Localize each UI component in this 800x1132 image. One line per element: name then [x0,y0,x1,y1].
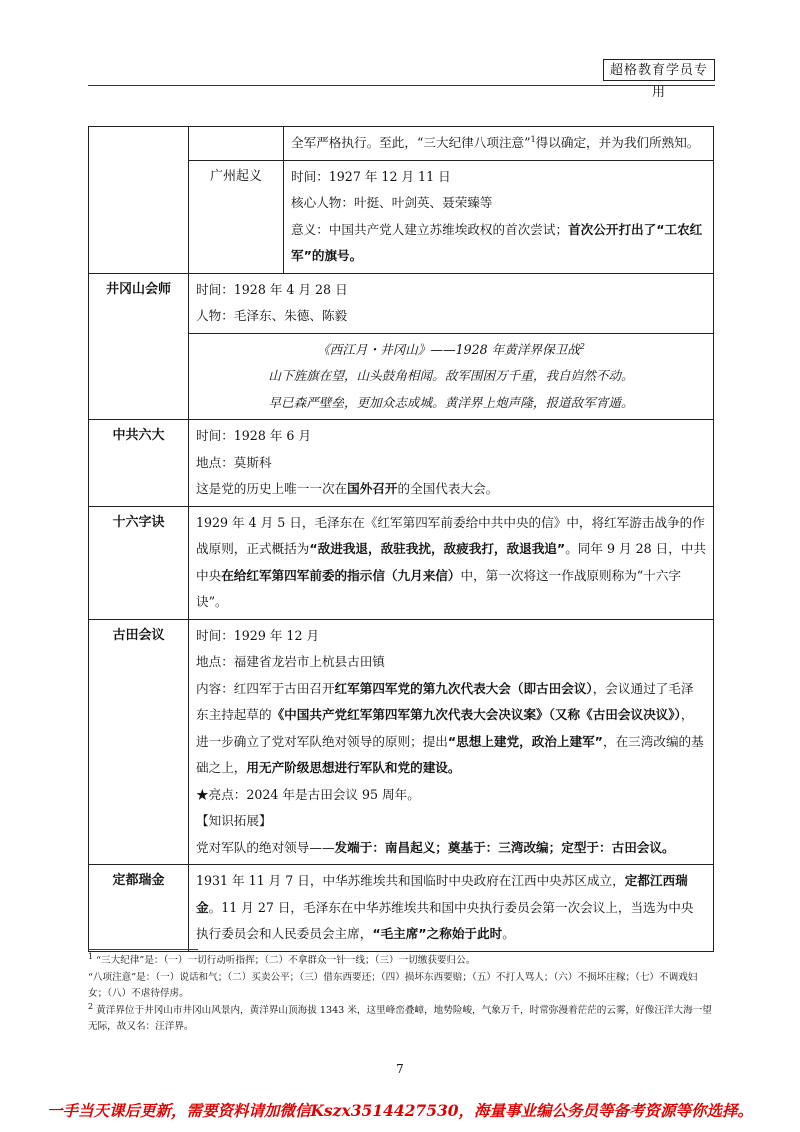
ruijin-text-2: 。11 月 27 日，毛泽东在中华苏维埃共和国中央执行委员会第一次会议上，当选为中央执行委员会和人民委员会主席， [196,899,694,941]
gutian-c3: ，进一步确立了党对军队绝对领导的原则；提出 [196,707,694,749]
gutian-c2-bold: 《中国共产党红军第四军第九次代表大会决议案》（又称《古田会议决议》） [271,707,681,722]
sixteen-text-1: 1929 年 4 月 5 日，毛泽东在《红军第四军前委给中共中央的信》中，将红军游击战争的作战原则，正式概括为 [196,514,705,556]
content-cell [189,506,714,619]
guangzhou-meaning-bold: 首次公开打出了“工农红军”的旗号。 [291,221,703,263]
table-row [89,865,714,952]
page-number: 7 [396,1062,404,1076]
sixteen-bold-1: “敌进我退，敌驻我扰，敌疲我打，敌退我追” [309,541,566,556]
gutian-place: 地点：福建省龙岩市上杭县古田镇 [196,654,385,669]
footnote-mark-1: 1 [88,951,94,961]
ruijin-bold-2: “毛主席”之称始于此时 [372,926,503,941]
guangzhou-label: 广州起义 [189,160,284,273]
gutian-c1-bold: 红军第四军党的第九次代表大会（即古田会议） [334,680,593,696]
empty-sublabel-cell [189,127,284,161]
discipline-text: 全军严格执行。至此，“三大纪律八项注意” [291,135,531,150]
gutian-highlight: ★亮点：2024 年是古田会议 95 周年。 [196,786,420,802]
footnote-1-line-2: “八项注意”是：（一）说话和气；（二）买卖公平；（三）借东西要还；（四）损坏东西要赔；（五）不打人骂人；（六）不损坏庄稼；（七）不调戏妇女；（八）不虐待俘虏。 [88,971,698,999]
jinggang-label: 井冈山会师 [89,273,189,420]
ruijin-text-3: 。 [502,926,515,941]
jinggang-people: 人物：毛泽东、朱德、陈毅 [196,308,348,323]
history-table [88,126,714,952]
sixth-congress-label: 中共六大 [89,420,189,507]
gutian-time: 时间：1929 年 12 月 [196,627,320,643]
content-cell [189,865,714,952]
poem-line-2: 早已森严壁垒，更加众志成城。黄洋界上炮声隆，报道敌军宵遁。 [268,394,634,410]
sixth-desc-end: 的全国代表大会。 [397,481,499,496]
ruijin-label: 定都瑞金 [89,865,189,952]
promo-banner: 一手当天课后更新，需要资料请加微信Kszx3514427530，海量事业编公务员等备考资源等你选择。 [46,1101,754,1120]
footnote-ref-2[interactable]: 2 [579,341,585,351]
header-rule [88,85,715,86]
gutian-c3-bold: “思想上建党，政治上建军” [447,733,603,749]
table-row [89,420,714,507]
gutian-c4: ，在三湾改编的基础之上， [196,733,704,775]
guangzhou-time: 时间：1927 年 12 月 11 日 [291,168,451,184]
footnote-rule [88,949,198,950]
ruijin-bold-1: 定都江西瑞金 [196,873,688,915]
poem-line-1: 山下旌旗在望，山头鼓角相闻。敌军围困万千重，我自岿然不动。 [268,368,634,383]
gutian-ext-bold: 发端于：南昌起义；奠基于：三湾改编；定型于：古田会议。 [334,839,675,855]
table-row [89,127,714,161]
gutian-ext-title: 【知识拓展】 [196,813,272,828]
poem-cell [189,333,714,420]
gutian-label: 古田会议 [89,619,189,865]
gutian-ext: 党对军队的绝对领导—— [196,839,335,855]
empty-label-cell [89,127,189,274]
sixteen-text-3: 中，第一次将这一作战原则称为“十六字诀”。 [196,567,682,609]
sixth-place: 地点：莫斯科 [196,454,272,470]
jinggang-time: 时间：1928 年 4 月 28 日 [196,281,348,297]
table-row [89,506,714,619]
sixteen-label: 十六字诀 [89,506,189,619]
gutian-c2: ，会议通过了毛泽东主持起草的 [196,680,694,722]
footnote-ref-1[interactable]: 1 [530,134,536,144]
footnote-1-line-1: “三大纪律”是：（一）一切行动听指挥；（二）不拿群众一针一线；（三）一切缴获要归公。 [96,955,476,966]
table-row [89,273,714,333]
header-tag: 超格教育学员专用 [603,59,715,81]
content-cell [189,619,714,865]
guangzhou-people: 核心人物：叶挺、叶剑英、聂荣臻等 [291,195,493,210]
content-cell [189,273,714,333]
content-cell [284,127,714,161]
gutian-c4-bold: 用无产阶级思想进行军队和党的建设。 [246,760,461,775]
sixteen-bold-2: 在给红军第四军前委的指示信（九月来信） [221,567,461,583]
guangzhou-meaning: 意义：中国共产党人建立苏维埃政权的首次尝试； [291,221,569,237]
table-row [89,619,714,865]
footnote-2: 黄洋界位于井冈山市井冈山风景内，黄洋界山顶海拔 1343 米，这里峰峦叠嶂，地势险峻，气象万千，时常弥漫着茫茫的云雾，好像汪洋大海一望无际，故又名：汪洋界。 [88,1004,712,1032]
sixth-desc-bold: 国外召开 [347,481,398,496]
footnote-mark-2: 2 [88,1001,94,1011]
sixth-desc: 这是党的历史上唯一一次在 [196,481,348,496]
sixteen-text-2: 。同年 9 月 28 日，中共中央 [196,541,706,583]
discipline-text-2: 得以确定，并为我们所熟知。 [535,135,700,150]
content-cell [189,420,714,507]
sixth-time: 时间：1928 年 6 月 [196,428,312,443]
poem-title: 《西江月・井冈山》——1928 年黄洋界保卫战 [317,341,580,357]
gutian-c1: 内容：红四军于古田召开 [196,680,335,696]
ruijin-text-1: 1931 年 11 月 7 日，中华苏维埃共和国临时中央政府在江西中央苏区成立， [196,873,625,888]
footnotes [88,953,716,1036]
content-cell [284,160,714,273]
